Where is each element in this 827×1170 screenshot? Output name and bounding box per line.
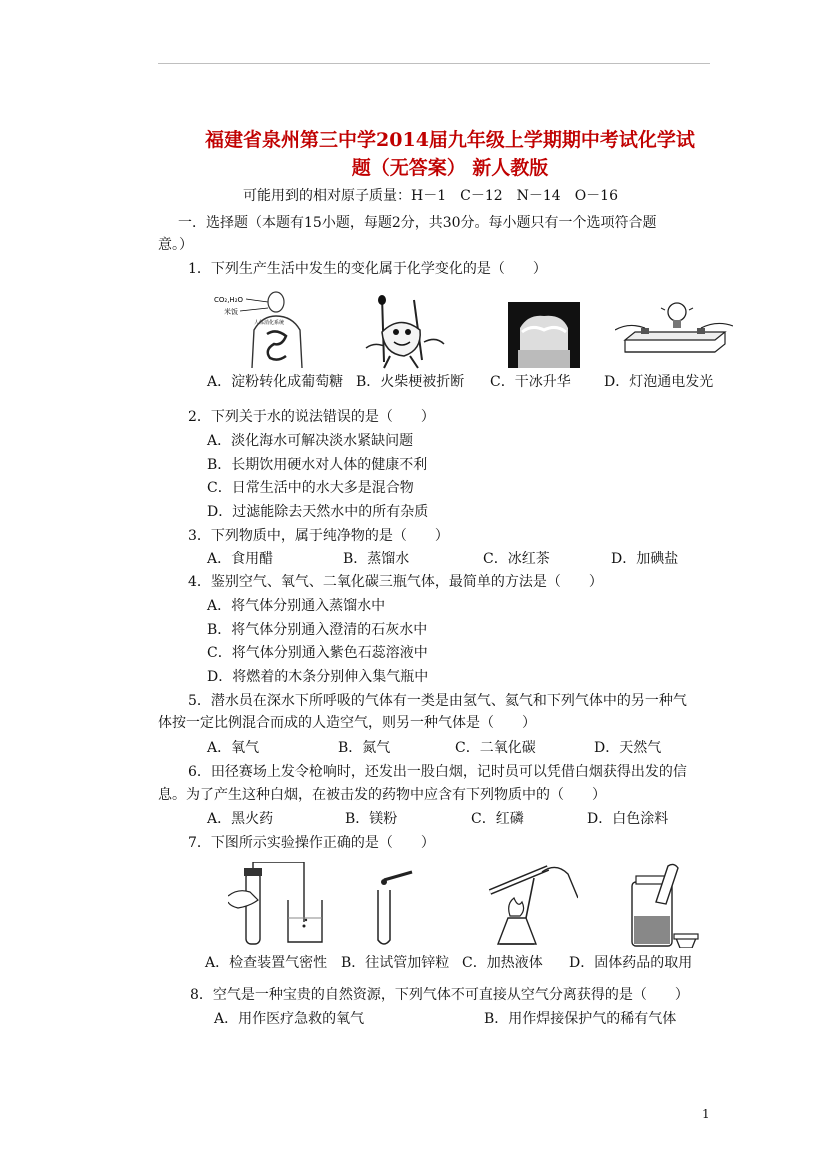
light-bulb-circuit-figure (615, 300, 733, 362)
dry-ice-figure (508, 302, 580, 368)
q7-option-b: B．往试管加锌粒 (341, 955, 450, 971)
q8-option-a: A．用作医疗急救的氧气 (214, 1011, 365, 1027)
airtightness-check-figure (228, 862, 328, 946)
q8-option-b: B．用作焊接保护气的稀有气体 (484, 1011, 677, 1027)
q7-option-a: A．检查装置气密性 (205, 955, 328, 971)
q3-option-b: B．蒸馏水 (343, 551, 410, 567)
title-line-2: 题（无答案） 新人教版 (351, 157, 549, 179)
page-number: 1 (702, 1107, 710, 1121)
digestive-system-figure (212, 290, 312, 370)
zinc-test-tube-figure (368, 870, 418, 950)
q5-option-c: C．二氧化碳 (455, 740, 536, 756)
figure-label: 米饭 (224, 308, 238, 316)
q6-stem: 6．田径赛场上发令枪响时，还发出一股白烟，记时员可以凭借白烟获得出发的信 (188, 764, 687, 780)
match-figure (360, 292, 455, 370)
q1-option-b: B．火柴梗被折断 (356, 374, 465, 390)
q4-option-b: B．将气体分别通入澄清的石灰水中 (207, 622, 428, 638)
q7-option-d: D．固体药品的取用 (569, 955, 693, 971)
q4-stem: 4．鉴别空气、氧气、二氧化碳三瓶气体，最简单的方法是（ ） (188, 574, 603, 590)
q7-option-c: C．加热液体 (462, 955, 543, 971)
title-line-1: 福建省泉州第三中学2014届九年级上学期期中考试化学试 (205, 129, 695, 151)
q5-stem-cont: 体按一定比例混合而成的人造空气，则另一种气体是（ ） (158, 715, 536, 731)
q3-option-d: D．加碘盐 (611, 551, 679, 567)
heating-liquid-figure (486, 858, 578, 948)
q1-option-d: D．灯泡通电发光 (604, 374, 714, 390)
q2-option-d: D．过滤能除去天然水中的所有杂质 (207, 504, 429, 520)
atomic-masses: 可能用到的相对原子质量：H－1 C－12 N－14 O－16 (243, 188, 618, 204)
q2-stem: 2．下列关于水的说法错误的是（ ） (188, 409, 435, 425)
q7-stem: 7．下图所示实验操作正确的是（ ） (188, 835, 435, 851)
q6-option-a: A．黑火药 (207, 811, 274, 827)
q2-option-c: C．日常生活中的水大多是混合物 (207, 480, 414, 496)
q6-option-c: C．红磷 (471, 811, 524, 827)
q1-option-c: C．干冰升华 (490, 374, 571, 390)
q6-option-b: B．镁粉 (345, 811, 398, 827)
q1-option-a: A．淀粉转化成葡萄糖 (207, 374, 344, 390)
q3-option-a: A．食用醋 (207, 551, 274, 567)
q2-option-a: A．淡化海水可解决淡水紧缺问题 (207, 433, 414, 449)
q5-option-d: D．天然气 (594, 740, 662, 756)
section-1-instructions-cont: 意。） (158, 237, 193, 253)
q1-stem: 1．下列生产生活中发生的变化属于化学变化的是（ ） (188, 261, 547, 277)
q3-stem: 3．下列物质中，属于纯净物的是（ ） (188, 528, 449, 544)
q8-stem: 8．空气是一种宝贵的自然资源，下列气体不可直接从空气分离获得的是（ ） (190, 987, 689, 1003)
q6-stem-cont: 息。为了产生这种白烟，在被击发的药物中应含有下列物质中的（ ） (158, 787, 606, 803)
figure-label: 人体消化系统 (254, 320, 285, 326)
q4-option-a: A．将气体分别通入蒸馏水中 (207, 598, 386, 614)
q4-option-c: C．将气体分别通入紫色石蕊溶液中 (207, 645, 428, 661)
q5-option-b: B．氮气 (338, 740, 391, 756)
q3-option-c: C．冰红茶 (483, 551, 550, 567)
q5-stem: 5．潜水员在深水下所呼吸的气体有一类是由氢气、氦气和下列气体中的另一种气 (188, 693, 687, 709)
figure-label: CO₂,H₂O (214, 296, 244, 304)
q2-option-b: B．长期饮用硬水对人体的健康不利 (207, 457, 428, 473)
section-1-instructions: 一．选择题（本题有15小题，每题2分，共30分。每小题只有一个选项符合题 (178, 215, 657, 231)
q4-option-d: D．将燃着的木条分别伸入集气瓶中 (207, 669, 429, 685)
q5-option-a: A．氧气 (207, 740, 260, 756)
solid-reagent-figure (630, 862, 700, 948)
header-rule (158, 63, 710, 64)
q6-option-d: D．白色涂料 (587, 811, 669, 827)
